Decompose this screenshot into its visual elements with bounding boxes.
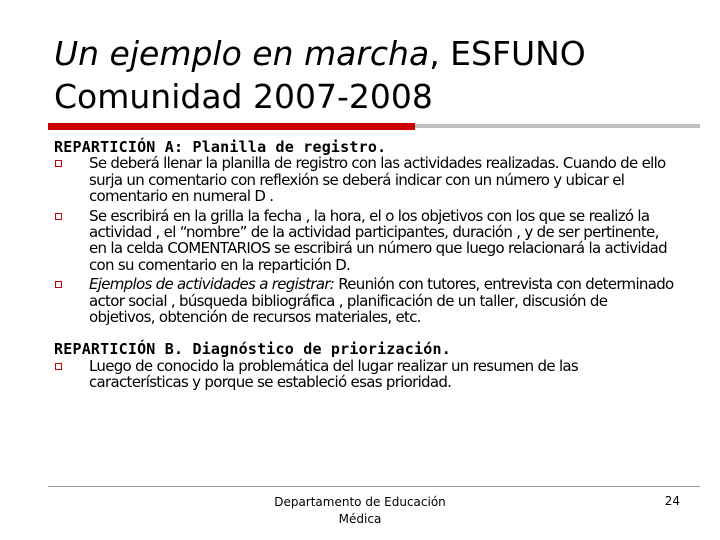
list-item (54, 208, 674, 274)
bullet-text: Se deberá llenar la planilla de registro con las actividades realizadas. Cuando de ello surja un comentario con reflexión se deberá indicar con un número y ubicar el comentario en numeral D . (89, 154, 666, 206)
square-bullet-icon (55, 363, 62, 370)
list-item (54, 358, 674, 391)
section-b-heading: REPARTICIÓN B. Diagnóstico de priorización. (54, 340, 451, 359)
footer-divider (48, 486, 700, 487)
list-item (54, 276, 674, 325)
slide-body (54, 139, 674, 391)
title-accent-bar (48, 123, 415, 130)
square-bullet-icon (55, 281, 62, 288)
section-a-heading: REPARTICIÓN A: Planilla de registro. (54, 138, 387, 156)
footer-department: Departamento de Educación Médica (274, 495, 446, 526)
bullet-text: Luego de conocido la problemática del lugar realizar un resumen de las características y porque se estableció esas prioridad. (89, 356, 579, 392)
bullet-text: Se escribirá en la grilla la fecha , la hora, el o los objetivos con los que se realizó la actividad , el “nombre” de la actividad participantes, duración , y de ser pertinente, en la celda COMENTARIOS se escribirá un número que luego relacionará la actividad con su comentario en la repartición D. (89, 206, 667, 274)
slide-title-italic: Un ejemplo en marcha (54, 34, 430, 73)
slide-title (54, 32, 694, 118)
list-item (54, 155, 674, 204)
page-number: 24 (664, 494, 680, 508)
slide-title-rest: , ESFUNO Comunidad 2007-2008 (54, 34, 586, 116)
bullet-text: Reunión con tutores, entrevista con determinado actor social , búsqueda bibliográfica , planificación de un taller, discusión de objetivos, obtención de recursos materiales, etc. (89, 275, 674, 327)
square-bullet-icon (55, 160, 62, 167)
bullet-lead: Ejemplos de actividades a registrar: (89, 275, 335, 294)
square-bullet-icon (55, 213, 62, 220)
